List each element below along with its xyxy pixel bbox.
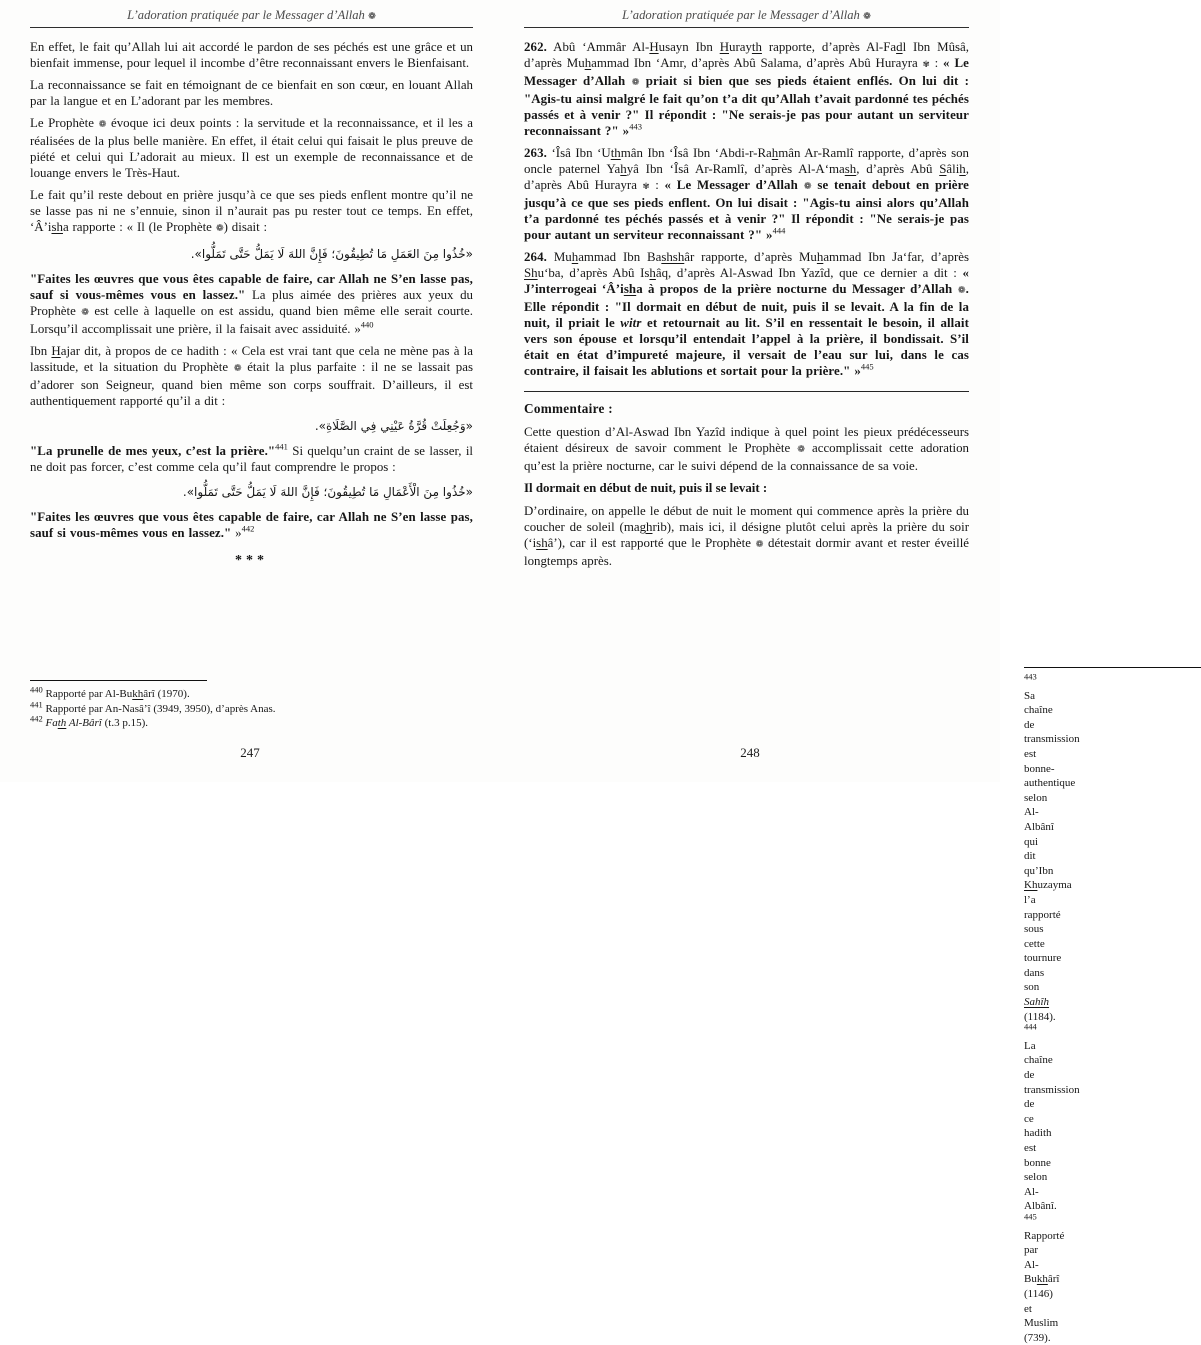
page-left <box>0 0 500 782</box>
paragraph: Le fait qu’il reste debout en prière jusqu’à ce que ses pieds enflent montre qu’il ne se lasse pas ni ne s’ennuie, sinon il n’aurait pas pu rester tout ce temps. En effet, ‘Â’isha rapporte : « Il (le Prophète ❁) disait : <box>30 188 473 234</box>
page-body <box>30 39 473 679</box>
commentary-paragraph: Cette question d’Al-Aswad Ibn Yazîd indique à quel point les pieux prédécesseurs étaient désireux de savoir comment le Prophète ❁ accomplissait cette adoration qu’est la prière nocturne, car le suivi dépend de la connaissance de sa voie. <box>524 425 969 473</box>
hadith-262: 262. Abû ‘Ammâr Al-Husayn Ibn Hurayth rapporte, d’après Al-Fadl Ibn Mûsâ, d’après Muhammad Ibn ‘Amr, d’après Abû Salama, d’après Abû Hurayra ✾ : « Le Messager d’Allah ❁ priait si bien que ses pieds étaient enflés. On lui dit : "Agis-tu ainsi malgré le fait qu’on t’a dit qu’Allah t’avait pardonné tes péchés passés et à venir ?" Il répondit : "Ne serais-je pas pour autant un serviteur reconnaissant ?" »$^{443}$ <box>524 40 969 138</box>
paragraph: Ibn Hajar dit, à propos de ce hadith : « Cela est vrai tant que cela ne mène pas à la lassitude, et la situation du Prophète ❁ était la plus parfaite : il ne se lassait pas d’adorer son Seigneur, quand bien même son corps souffrait. D’ailleurs, il est authentiquement rapporté qu’il a dit : <box>30 344 473 408</box>
page-header: L’adoration pratiquée par le Messager d’Allah ❁ <box>524 8 969 28</box>
commentary-paragraph: D’ordinaire, on appelle le début de nuit le moment qui commence après la prière du coucher de soleil (maghrib), mais ici, il désigne plutôt celui après la prière du soir (‘ishâ’), car il est rapporté que le Prophète ❁ détestait dormir avant et rester éveillé longtemps après. <box>524 504 969 568</box>
paragraph: "Faites les œuvres que vous êtes capable de faire, car Allah ne S’en lasse pas, sauf si vous-mêmes vous en lassez." La plus aimée des prières aux yeux du Prophète ❁ est celle à laquelle on est assidu, quand bien même elle serait courte. Lorsqu’il accomplissait une prière, il la faisait avec assiduité. »$^{440}$ <box>30 272 473 336</box>
paragraph: "Faites les œuvres que vous êtes capable de faire, car Allah ne S’en lasse pas, sauf si vous-mêmes vous en lassez." »$^{442}$ <box>30 510 473 540</box>
hadith-264: 264. Muhammad Ibn Bashshâr rapporte, d’après Muhammad Ibn Ja‘far, d’après Shu‘ba, d’après Abû Ishâq, d’après Al-Aswad Ibn Yazîd, que ce dernier a dit : « J’interrogeai ‘Â’isha à propos de la prière nocturne du Messager d’Allah ❁. Elle répondit : "Il dormait en début de nuit, puis il se levait. A la fin de la nuit, il priait le witr et retournait au lit. S’il en ressentait le besoin, il allait vers son épouse et lorsqu’il entendait l’appel à la prière, il bondissait. S’il était en état d’impureté majeure, il versait de l’eau sur lui, dans le cas contraire, il faisait les ablutions et sortait pour la prière." »$^{445}$ <box>524 250 969 378</box>
commentary-divider <box>524 391 969 392</box>
arabic-hadith-text: «خُذُوا مِنَ الْأَعْمَالِ مَا تُطِيقُونَ؛ فَإِنَّ اللهَ لَا يَمَلُّ حَتَّى تَمَلُّوا». <box>182 485 473 499</box>
footnote-rule <box>1024 667 1201 668</box>
paragraph: En effet, le fait qu’Allah lui ait accordé le pardon de ses péchés est une grâce et un bienfait immense, pour lequel il incombe d’être reconnaissant envers le Bienfaisant. <box>30 40 473 70</box>
footnote: $^{441}$ Rapporté par An-Nasâ’î (3949, 3950), d’après Anas. <box>30 698 276 715</box>
footnote: $^{442}$ Fath Al-Bârî (t.3 p.15). <box>30 713 148 730</box>
footnotes <box>30 680 473 731</box>
paragraph: La reconnaissance se fait en témoignant de ce bienfait en son cœur, en louant Allah par la langue et en L’adorant par les membres. <box>30 78 473 108</box>
footnote-rule <box>30 680 207 681</box>
page-right: L’adoration pratiquée par le Messager d’Allah ❁ 262. Abû ‘Ammâr Al-Husayn Ibn Hurayth rapporte, d’après Al-Fadl Ibn Mûsâ, d’après Muhammad Ibn ‘Amr, d’après Abû Salama, d’après Abû Hurayra ✾ : « Le Messager d’Allah ❁ priait si bien que ses pieds étaient enflés. On lui dit : "Agis-tu ainsi malgré le fait qu’on t’a dit qu’Allah t’avait pardonné tes péchés passés et à venir ?" Il répondit : "Ne serais-je pas pour autant un serviteur reconnaissant ?" »$^{443}$ 263. ‘Îsâ Ibn ‘Uthmân Ibn ‘Îsâ Ibn ‘Abdi-r-Rahmân Ar-Ramlî rapporte, d’après son oncle paternel Yahyâ Ibn ‘Îsâ Ar-Ramlî, d’après Al-A‘mash, d’après Abû Sâlih, d’après Abû Hurayra ✾ : « Le Messager d’Allah ❁ se tenait debout en prière jusqu’à ce que ses pieds enflent. On lui disait : "Agis-tu ainsi alors qu’Allah t’a pardonné tes péchés passés et à venir ?" Il répondit : "Ne serais-je pas pour autant un serviteur reconnaissant ?" »$^{444}$ 264. Muhammad Ibn Bashshâr rapporte, d’après Muhammad Ibn Ja‘far, d’après Shu‘ba, d’après Abû Ishâq, d’après Al-Aswad Ibn Yazîd, que ce dernier a dit : « J’interrogeai ‘Â’isha à propos de la prière nocturne du Messager d’Allah ❁. Elle répondit : "Il dormait en début de nuit, puis il se levait. A la fin de la nuit, il priait le witr et retournait au lit. S’il en ressentait le besoin, il allait vers son épouse et lorsqu’il entendait l’appel à la prière, il bondissait. S’il était en état d’impureté majeure, il versait de l’eau sur lui, dans le cas contraire, il faisait les ablutions et sortait pour la prière." »$^{445}$ Commentaire : Cette question d’Al-Aswad Ibn Yazîd indique à quel point les pieux prédécesseurs étaient désireux de savoir comment le Prophète ❁ accomplissait cette adoration qu’est la prière nocturne, car le suivi dépend de la connaissance de sa voie. Il dormait en début de nuit, puis il se levait : D’ordinaire, on appelle le début de nuit le moment qui commence après la prière du coucher de soleil (maghrib), mais ici, il désigne plutôt celui après la prière du soir (‘ishâ’), car il est rapporté que le Prophète ❁ détestait dormir avant et rester éveillé longtemps après. $^{443}$ Sa chaîne de transmission est bonne-authentique selon Al-Albânî qui dit qu’Ibn Khuzayma l’a rapporté sous cette tournure dans son Sahîh (1184). $^{444}$ La chaîne de transmission de ce hadith est bonne selon Al-Albânî. $^{445}$ Rapporté par Al-Bukhârî (1146) et Muslim (739). 248 <box>500 0 1000 782</box>
section-divider-stars: *** <box>235 553 268 568</box>
paragraph: Le Prophète ❁ évoque ici deux points : la servitude et la reconnaissance, et il les a réalisées de la plus belle manière. En effet, il était celui qui faisait le plus preuve de piété et celui qui L’adorait au mieux. Il est un exemple de reconnaissance et de louange envers le Très-Haut. <box>30 116 473 180</box>
paragraph: "La prunelle de mes yeux, c’est la prière."$^{441}$ Si quelqu’un craint de se lasser, il ne doit pas forcer, c’est comme cela qu’il faut comprendre le propos : <box>30 441 473 474</box>
page-number: 248 <box>740 745 760 760</box>
commentary-subheading: Il dormait en début de nuit, puis il se levait : <box>524 481 768 495</box>
commentary-heading: Commentaire : <box>524 401 613 416</box>
footnote: $^{440}$ Rapporté par Al-Bukhârî (1970). <box>30 684 190 700</box>
arabic-hadith-text: «خُذُوا مِنَ العَمَلِ مَا تُطِيقُونَ؛ فَإِنَّ اللهَ لَا يَمَلُّ حَتَّى تَمَلُّوا». <box>190 247 473 261</box>
page-header: L’adoration pratiquée par le Messager d’Allah ❁ <box>30 8 473 28</box>
hadith-263: 263. ‘Îsâ Ibn ‘Uthmân Ibn ‘Îsâ Ibn ‘Abdi-r-Rahmân Ar-Ramlî rapporte, d’après son oncle paternel Yahyâ Ibn ‘Îsâ Ar-Ramlî, d’après Al-A‘mash, d’après Abû Sâlih, d’après Abû Hurayra ✾ : « Le Messager d’Allah ❁ se tenait debout en prière jusqu’à ce que ses pieds enflent. On lui disait : "Agis-tu ainsi alors qu’Allah t’a pardonné tes péchés passés et à venir ?" Il répondit : "Ne serais-je pas pour autant un serviteur reconnaissant ?" »$^{444}$ <box>524 146 969 242</box>
page-number: 247 <box>240 745 260 760</box>
arabic-hadith-text: «وَجُعِلَتْ قُرَّةُ عَيْنِي فِي الصَّلَاةِ». <box>314 419 473 433</box>
page-body <box>524 39 969 689</box>
